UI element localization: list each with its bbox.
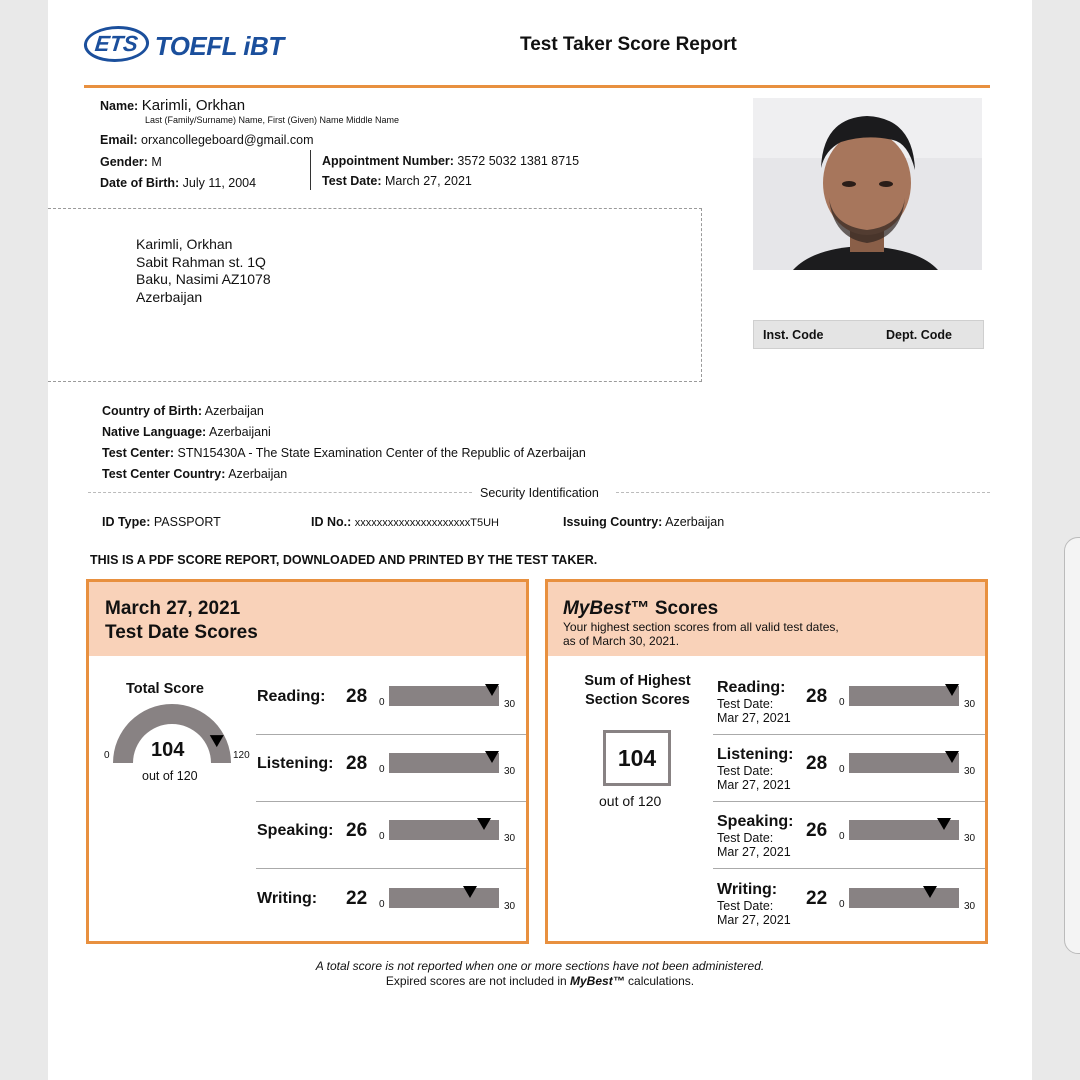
email-label: Email: — [100, 133, 138, 147]
address-right-border — [701, 208, 702, 382]
section-separator — [256, 868, 526, 869]
mybest-test-date-label: Test Date: — [717, 764, 774, 778]
address-bottom-border — [48, 381, 702, 382]
mybest-section-name: Reading: — [717, 679, 786, 696]
address-line-2: Sabit Rahman st. 1Q — [136, 253, 266, 270]
mybest-score-bar — [849, 888, 959, 908]
mybest-section-score: 28 — [806, 686, 828, 707]
scale-min: 0 — [839, 764, 845, 775]
score-report-page — [48, 0, 1032, 1080]
email-row — [100, 133, 314, 147]
total-out-of: out of 120 — [142, 769, 198, 783]
score-bar — [389, 888, 499, 908]
mybest-subtitle — [563, 620, 839, 648]
appointment-value: 3572 5032 1381 8715 — [457, 154, 580, 168]
mybest-section-name: Speaking: — [717, 813, 794, 830]
candidate-photo — [753, 98, 982, 270]
scale-min: 0 — [379, 697, 385, 708]
address-line-3: Baku, Nasimi AZ1078 — [136, 271, 271, 287]
mybest-test-date: Mar 27, 2021 — [717, 711, 791, 725]
scale-min: 0 — [839, 831, 845, 842]
mybest-score-marker — [945, 684, 959, 696]
mybest-test-date: Mar 27, 2021 — [717, 778, 791, 792]
section-name: Reading: — [257, 688, 326, 705]
sum-label — [564, 672, 711, 710]
footer-line-1: A total score is not reported when one or more sections have not been administered. — [315, 959, 765, 973]
test-center-row — [102, 443, 586, 464]
name-value: Karimli, Orkhan — [141, 97, 246, 114]
scale-min: 0 — [379, 831, 385, 842]
mybest-section-score: 22 — [806, 888, 828, 909]
dob-row — [100, 176, 256, 190]
header-divider — [84, 85, 990, 88]
gender-value: M — [151, 155, 162, 169]
score-marker — [477, 818, 491, 830]
test-details — [102, 401, 586, 485]
mybest-test-date-label: Test Date: — [717, 899, 774, 913]
mybest-score-marker — [937, 818, 951, 830]
scale-max: 30 — [504, 766, 516, 777]
section-separator — [713, 734, 985, 735]
scale-max: 30 — [964, 901, 976, 912]
email-value: orxancollegeboard@gmail.com — [141, 133, 314, 147]
mybest-section-score: 26 — [806, 820, 828, 841]
gender-row — [100, 155, 162, 169]
sum-score-box: 104 — [603, 730, 671, 786]
issuing-country-row — [563, 515, 724, 529]
footer-line-2-pre: Expired scores are not included in — [385, 973, 571, 988]
center-value: STN15430A - The State Examination Center of the Republic of Azerbaijan — [177, 446, 586, 460]
scale-min: 0 — [379, 764, 385, 775]
test-date-scores-panel — [86, 579, 529, 944]
dob-value: July 11, 2004 — [182, 176, 257, 190]
center-country-value: Azerbaijan — [228, 467, 288, 481]
mybest-subtitle-1: Your highest section scores from all valid test dates, — [563, 620, 839, 634]
country-of-birth-row — [102, 401, 586, 422]
address-top-border — [48, 208, 702, 209]
mybest-score-marker — [923, 886, 937, 898]
score-marker — [485, 684, 499, 696]
section-score: 22 — [346, 888, 368, 909]
total-score-value: 104 — [151, 739, 185, 761]
test-date-scores-header — [89, 582, 526, 656]
dept-code-label: Dept. Code — [886, 328, 952, 342]
scale-min: 0 — [379, 899, 385, 910]
lang-value: Azerbaijani — [208, 425, 271, 439]
mybest-title-em: MyBest — [563, 598, 631, 619]
ets-logo: ETS — [82, 26, 151, 62]
ets-toefl-logo — [84, 26, 284, 66]
appointment-row — [322, 154, 579, 168]
section-separator — [713, 868, 985, 869]
section-name: Writing: — [257, 890, 318, 907]
issuing-label: Issuing Country: — [563, 515, 663, 529]
native-language-row — [102, 422, 586, 443]
mybest-score-bar — [849, 753, 959, 773]
section-separator — [256, 801, 526, 802]
appointment-label: Appointment Number: — [322, 154, 454, 168]
mybest-scores-panel — [545, 579, 988, 944]
lang-label: Native Language: — [102, 425, 207, 439]
mybest-title — [563, 598, 718, 620]
section-score: 26 — [346, 820, 368, 841]
mybest-section-name: Writing: — [717, 881, 778, 898]
footer-notes — [48, 959, 1032, 988]
score-marker — [463, 886, 477, 898]
security-heading: Security Identification — [480, 486, 599, 500]
scale-min: 0 — [839, 697, 845, 708]
inst-code-label: Inst. Code — [763, 328, 824, 342]
address-line-1: Karimli, Orkhan — [136, 236, 233, 252]
test-date-label: Test Date: — [322, 174, 382, 188]
footer-line-2 — [48, 974, 1032, 989]
mybest-subtitle-2: as of March 30, 2021. — [563, 634, 680, 648]
gauge-max: 120 — [233, 750, 250, 761]
scrollbar[interactable] — [1064, 537, 1080, 954]
score-marker — [485, 751, 499, 763]
id-type-label: ID Type: — [102, 515, 151, 529]
issuing-value: Azerbaijan — [665, 515, 725, 529]
section-name: Speaking: — [257, 822, 334, 839]
footer-line-2-em: MyBest™ — [570, 973, 625, 988]
mybest-test-date-label: Test Date: — [717, 697, 774, 711]
id-no-row — [311, 515, 499, 529]
sum-label-1: Sum of Highest — [584, 673, 691, 689]
gauge-min: 0 — [104, 750, 110, 761]
mybest-section-name: Listening: — [717, 746, 794, 763]
name-label: Name: — [100, 99, 139, 113]
mybest-score-marker — [945, 751, 959, 763]
center-country-label: Test Center Country: — [102, 467, 226, 481]
mybest-test-date-label: Test Date: — [717, 831, 774, 845]
name-hint: Last (Family/Surname) Name, First (Given) Name Middle Name — [145, 115, 400, 125]
address-line-4: Azerbaijan — [136, 288, 203, 305]
scale-max: 30 — [504, 833, 516, 844]
scale-max: 30 — [964, 833, 976, 844]
cob-label: Country of Birth: — [102, 404, 202, 418]
mybest-header — [548, 582, 985, 656]
info-divider — [310, 150, 311, 190]
report-title: Test Taker Score Report — [520, 34, 737, 55]
test-center-country-row — [102, 464, 586, 485]
security-rule-left — [88, 492, 472, 493]
mybest-score-bar — [849, 686, 959, 706]
dob-label: Date of Birth: — [100, 176, 180, 190]
section-name: Listening: — [257, 755, 334, 772]
test-date-row — [322, 174, 472, 188]
total-score-label: Total Score — [126, 681, 204, 697]
mailing-address — [136, 236, 271, 306]
mybest-test-date: Mar 27, 2021 — [717, 845, 791, 859]
scale-max: 30 — [504, 699, 516, 710]
toefl-ibt-logo: TOEFL iBT — [154, 31, 284, 62]
test-date-value: March 27, 2021 — [385, 174, 472, 188]
scale-max: 30 — [504, 901, 516, 912]
portrait-illustration — [753, 98, 982, 270]
section-score: 28 — [346, 753, 368, 774]
scale-max: 30 — [964, 766, 976, 777]
score-bar — [389, 686, 499, 706]
sum-label-2: Section Scores — [585, 692, 690, 708]
scores-date: March 27, 2021 — [105, 598, 241, 619]
id-type-row — [102, 515, 221, 529]
pdf-notice: THIS IS A PDF SCORE REPORT, DOWNLOADED AND PRINTED BY THE TEST TAKER. — [90, 553, 598, 567]
mybest-title-rest: ™ Scores — [630, 598, 719, 619]
security-rule-right — [616, 492, 990, 493]
mybest-section-score: 28 — [806, 753, 828, 774]
footer-line-2-post: calculations. — [624, 973, 695, 988]
scale-min: 0 — [839, 899, 845, 910]
center-label: Test Center: — [102, 446, 175, 460]
institution-codes — [753, 320, 984, 349]
gender-label: Gender: — [100, 155, 148, 169]
id-no-label: ID No.: — [311, 515, 352, 529]
sum-out-of: out of 120 — [599, 793, 662, 809]
id-no-value: xxxxxxxxxxxxxxxxxxxxxT5UH — [354, 517, 499, 529]
section-separator — [713, 801, 985, 802]
scale-max: 30 — [964, 699, 976, 710]
cob-value: Azerbaijan — [204, 404, 264, 418]
name-row — [100, 97, 245, 114]
score-bar — [389, 753, 499, 773]
scores-title: Test Date Scores — [105, 622, 258, 643]
section-score: 28 — [346, 686, 368, 707]
id-type-value: PASSPORT — [153, 515, 221, 529]
section-separator — [256, 734, 526, 735]
mybest-test-date: Mar 27, 2021 — [717, 913, 791, 927]
